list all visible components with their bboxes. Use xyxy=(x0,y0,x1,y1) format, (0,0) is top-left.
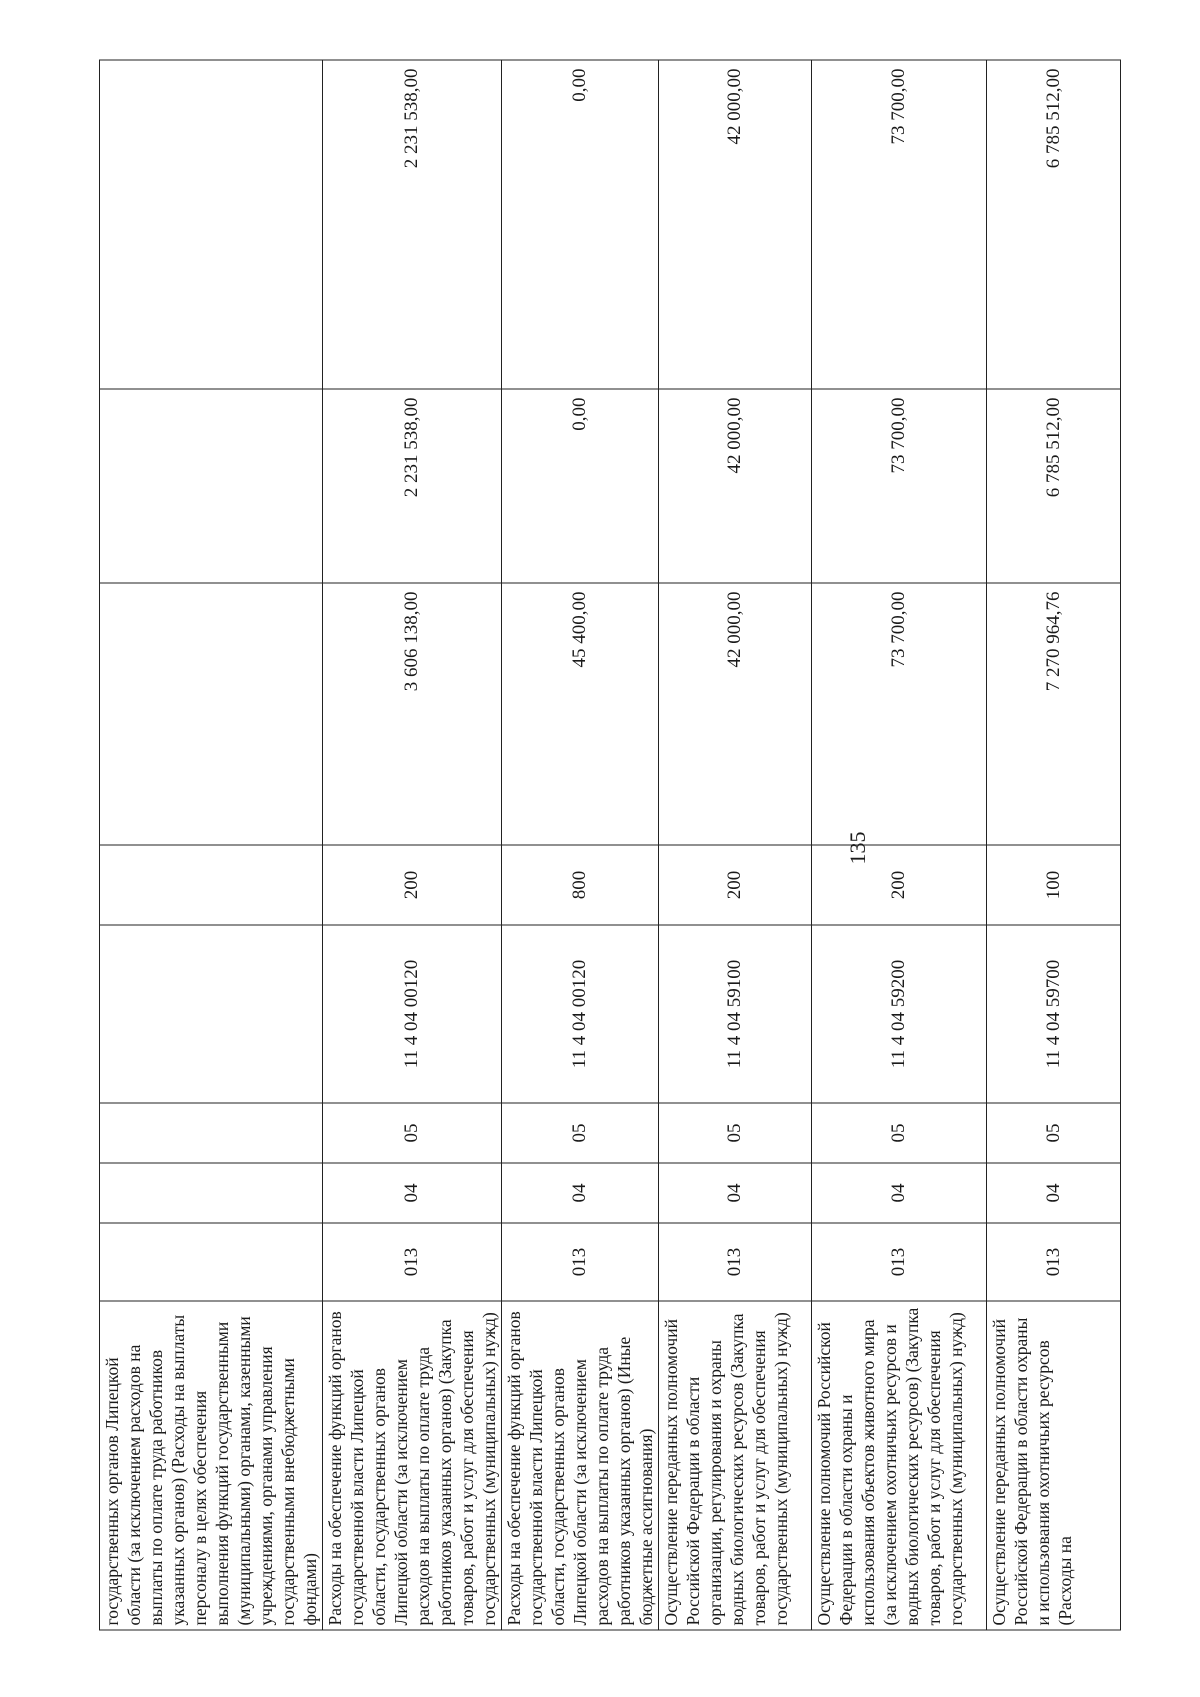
amount-3: 2 231 538,00 xyxy=(323,60,502,389)
rotated-sheet xyxy=(102,60,1092,1630)
amount-3: 73 700,00 xyxy=(812,60,987,389)
expense-type-code: 200 xyxy=(659,845,812,925)
row-description: Осуществление переданных полномочий Российской Федерации в области организации, регулирования и охраны водных биологических ресурсов (Закупка товаров, работ и услуг для обеспечения государственных (муниципальных) нужд) xyxy=(659,1301,812,1630)
target-article-code: 11 4 04 59100 xyxy=(659,925,812,1103)
row-description: Осуществление переданных полномочий Российской Федерации в области охраны и использования охотничьих ресурсов (Расходы на xyxy=(987,1301,1121,1630)
expense-type-code: 800 xyxy=(502,845,659,925)
section-code xyxy=(100,1163,323,1223)
amount-3: 6 785 512,00 xyxy=(987,60,1121,389)
expense-type-code xyxy=(100,845,323,925)
grbs-code xyxy=(100,1223,323,1301)
row-description: Осуществление полномочий Российской Федерации в области охраны и использования объектов животного мира (за исключением охотничьих ресурсов и водных биологических ресурсов) (Закупка товаров, работ и услуг для обеспечения государственных (муниципальных) нужд) xyxy=(812,1301,987,1630)
amount-1: 73 700,00 xyxy=(812,583,987,845)
target-article-code: 11 4 04 00120 xyxy=(323,925,502,1103)
amount-2: 2 231 538,00 xyxy=(323,389,502,583)
grbs-code: 013 xyxy=(987,1223,1121,1301)
section-code: 04 xyxy=(812,1163,987,1223)
amount-2 xyxy=(100,389,323,583)
section-code: 04 xyxy=(323,1163,502,1223)
amount-3: 0,00 xyxy=(502,60,659,389)
expense-type-code: 200 xyxy=(812,845,987,925)
row-description: Расходы на обеспечение функций органов государственной власти Липецкой области, государственных органов Липецкой области (за исключением расходов на выплаты по оплате труда работников указанных органов) (Закупка товаров, работ и услуг для обеспечения государственных (муниципальных) нужд) xyxy=(323,1301,502,1630)
amount-1: 42 000,00 xyxy=(659,583,812,845)
subsection-code: 05 xyxy=(659,1103,812,1163)
subsection-code: 05 xyxy=(502,1103,659,1163)
target-article-code xyxy=(100,925,323,1103)
amount-3: 42 000,00 xyxy=(659,60,812,389)
amount-1: 7 270 964,76 xyxy=(987,583,1121,845)
subsection-code xyxy=(100,1103,323,1163)
target-article-code: 11 4 04 00120 xyxy=(502,925,659,1103)
expense-type-code: 200 xyxy=(323,845,502,925)
row-description: Расходы на обеспечение функций органов государственной власти Липецкой области, государственных органов Липецкой области (за исключением расходов на выплаты по оплате труда работников указанных органов) (Иные бюджетные ассигнования) xyxy=(502,1301,659,1630)
table-row xyxy=(812,60,987,1630)
subsection-code: 05 xyxy=(323,1103,502,1163)
amount-1: 45 400,00 xyxy=(502,583,659,845)
grbs-code: 013 xyxy=(502,1223,659,1301)
section-code: 04 xyxy=(987,1163,1121,1223)
amount-2: 42 000,00 xyxy=(659,389,812,583)
table-row xyxy=(100,60,323,1630)
expense-type-code: 100 xyxy=(987,845,1121,925)
target-article-code: 11 4 04 59700 xyxy=(987,925,1121,1103)
table-row xyxy=(323,60,502,1630)
amount-1: 3 606 138,00 xyxy=(323,583,502,845)
page-number: 135 xyxy=(845,831,870,865)
amount-2: 6 785 512,00 xyxy=(987,389,1121,583)
budget-table xyxy=(99,60,1121,1631)
section-code: 04 xyxy=(502,1163,659,1223)
target-article-code: 11 4 04 59200 xyxy=(812,925,987,1103)
subsection-code: 05 xyxy=(812,1103,987,1163)
amount-2: 0,00 xyxy=(502,389,659,583)
row-description: государственных органов Липецкой области (за исключением расходов на выплаты по оплате труда работников указанных органов) (Расходы на выплаты персоналу в целях обеспечения выполнения функций государственными (муниципальными) органами, казенными учреждениями, органами управления государственными внебюджетными фондами) xyxy=(100,1301,323,1630)
table-row xyxy=(502,60,659,1630)
amount-2: 73 700,00 xyxy=(812,389,987,583)
grbs-code: 013 xyxy=(323,1223,502,1301)
section-code: 04 xyxy=(659,1163,812,1223)
amount-3 xyxy=(100,60,323,389)
grbs-code: 013 xyxy=(659,1223,812,1301)
table-row xyxy=(659,60,812,1630)
table-row xyxy=(987,60,1121,1630)
amount-1 xyxy=(100,583,323,845)
grbs-code: 013 xyxy=(812,1223,987,1301)
subsection-code: 05 xyxy=(987,1103,1121,1163)
